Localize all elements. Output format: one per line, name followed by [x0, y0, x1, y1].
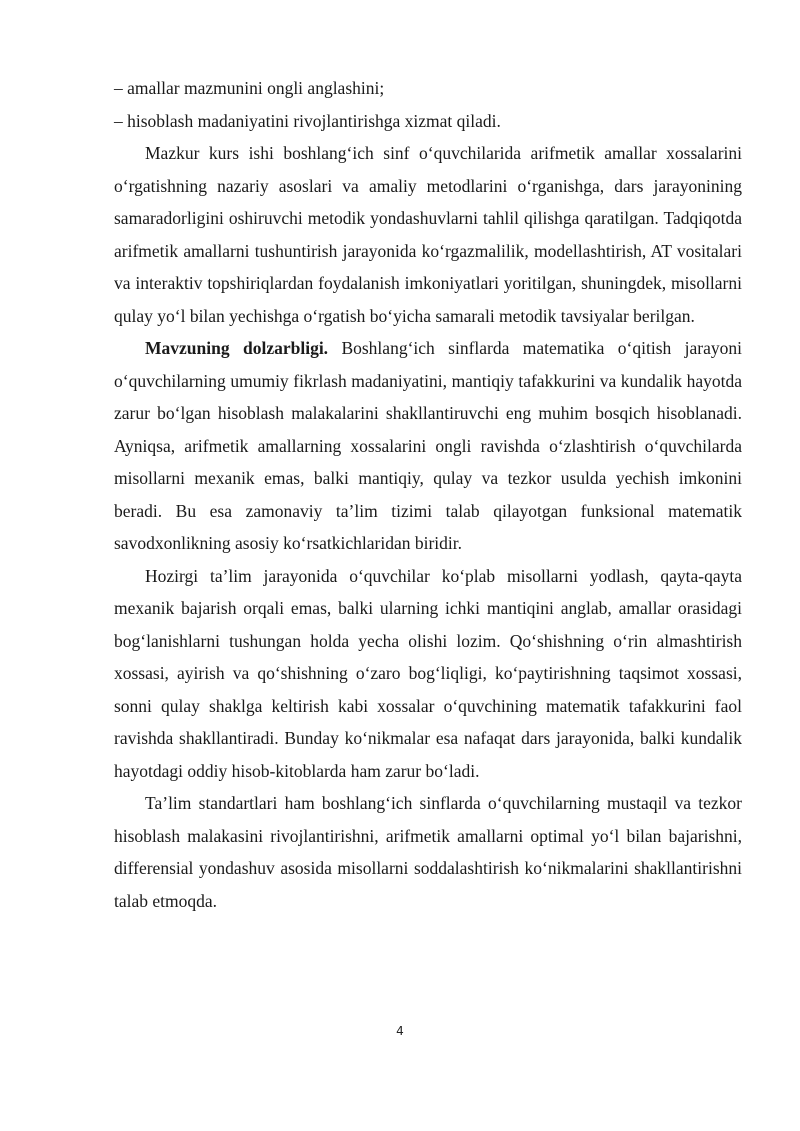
paragraph-text: Boshlang‘ich sinflarda matematika o‘qitish jarayoni o‘quvchilarning umumiy fikrlash madaniyatini, mantiqiy tafakkurini va kundalik hayotda zarur bo‘lgan hisoblash malakalarini shakllantiruvchi eng muhim bosqich hisoblanadi. Ayniqsa, arifmetik amallarning xossalarini ongli ravishda o‘zlashtirish o‘quvchilarda misollarni mexanik emas, balki mantiqiy, qulay va tezkor usulda yechish imkonini beradi. Bu esa zamonaviy ta’lim tizimi talab qilayotgan funksional matematik savodxonlikning asosiy ko‘rsatkichlaridan biridir. — [114, 338, 742, 553]
paragraph-text: Ta’lim standartlari ham boshlang‘ich sinflarda o‘quvchilarning mustaqil va tezkor hisoblash malakasini rivojlantirishni, arifmetik amallarni optimal yo‘l bilan bajarishni, differensial yondashuv asosida misollarni soddalashtirish ko‘nikmalarini shakllantirishni talab etmoqda. — [114, 793, 742, 911]
page-number: 4 — [396, 1024, 404, 1038]
paragraph-text: Hozirgi ta’lim jarayonida o‘quvchilar ko‘plab misollarni yodlash, qayta-qayta mexanik bajarish orqali emas, balki ularning ichki mantiqini anglab, amallar orasidagi bog‘lanishlarni tushungan holda yecha olishi lozim. Qo‘shishning o‘rin almashtirish xossasi, ayirish va qo‘shishning o‘zaro bog‘liqligi, ko‘paytirishning taqsimot xossasi, sonni qulay shaklga keltirish kabi xossalar o‘quvchining matematik tafakkurini faol ravishda shakllantiradi. Bunday ko‘nikmalar esa nafaqat dars jarayonida, balki kundalik hayotdagi oddiy hisob-kitoblarda ham zarur bo‘ladi. — [114, 565, 742, 781]
paragraph-relevance — [114, 332, 742, 560]
section-lead-heading: Mavzuning dolzarbligi. — [145, 338, 329, 358]
paragraph-text: Mazkur kurs ishi boshlang‘ich sinf o‘quvchilarida arifmetik amallar xossalarini o‘rgatishning nazariy asoslari va amaliy metodlarini o‘rganishga, dars jarayonining samaradorligini oshiruvchi metodik yondashuvlarni tahlil qilishga qaratilgan. Tadqiqotda arifmetik amallarni tushuntirish jarayonida ko‘rgazmalilik, modellashtirish, AT vositalari va interaktiv topshiriqlardan foydalanish imkoniyatlari yoritilgan, shuningdek, misollarni qulay yo‘l bilan yechishga o‘rgatish bo‘yicha samarali metodik tavsiyalar berilgan. — [114, 143, 742, 326]
paragraph-standards — [114, 787, 742, 917]
list-item: – hisoblash madaniyatini rivojlantirishga xizmat qiladi. — [114, 110, 501, 131]
page-body — [114, 72, 742, 917]
paragraph-current-education — [114, 560, 742, 788]
list-item: – amallar mazmunini ongli anglashini; — [114, 78, 385, 98]
paragraph-course-aim — [114, 137, 742, 332]
